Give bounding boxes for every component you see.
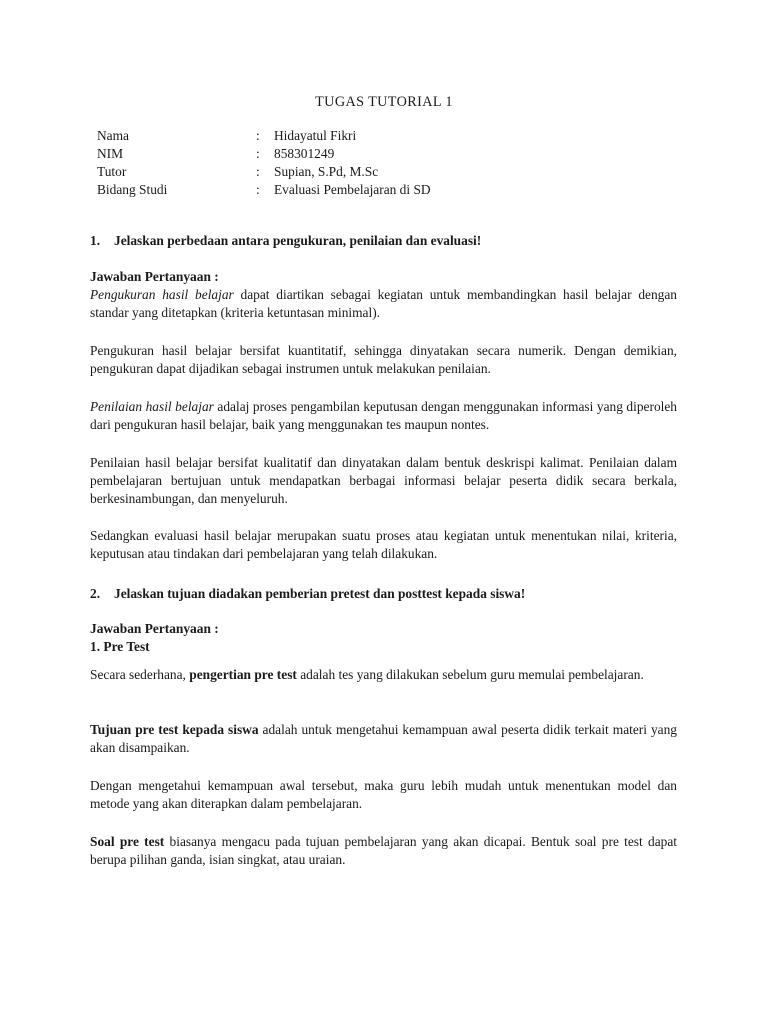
paragraph-text: adalah tes yang dilakukan sebelum guru memulai pembelajaran. [296, 667, 644, 682]
paragraph-text: adalaj proses pengambilan keputusan dengan menggunakan informasi yang diperoleh dari pengukuran hasil belajar, baik yang menggunakan tes maupun nontes. [90, 399, 678, 432]
student-info [97, 127, 657, 199]
paragraph-text: dapat diartikan sebagai kegiatan untuk membandingkan hasil belajar dengan standar yang ditetapkan (kriteria ketuntasan minimal). [90, 287, 677, 320]
info-row-bidang-studi [97, 181, 657, 199]
answer-label-1: Jawaban Pertanyaan : [90, 269, 219, 284]
info-colon: : [256, 182, 260, 197]
paragraph-pengertian-pre-test [90, 666, 677, 684]
question-text: Jelaskan perbedaan antara pengukuran, penilaian dan evaluasi! [114, 233, 482, 248]
paragraph-evaluasi: Sedangkan evaluasi hasil belajar merupakan suatu proses atau kegiatan untuk menentukan nilai, kriteria, keputusan atau tindakan dari pembelajaran yang telah dilakukan. [90, 528, 677, 561]
paragraph-tujuan-pre-test [90, 721, 677, 757]
term-tujuan-pre-test: Tujuan pre test kepada siswa [90, 722, 259, 737]
paragraph-text: Secara sederhana, [90, 667, 190, 682]
question-number: 1. [90, 233, 101, 248]
paragraph-pengukuran [90, 286, 677, 322]
term-soal-pre-test: Soal pre test [90, 834, 165, 849]
paragraph-penilaian [90, 398, 677, 434]
info-colon: : [256, 146, 260, 161]
info-label: Nama [97, 128, 129, 143]
info-row-nim [97, 145, 657, 163]
info-label: Bidang Studi [97, 182, 168, 197]
info-row-nama [97, 127, 657, 145]
question-number: 2. [90, 586, 101, 601]
question-text: Jelaskan tujuan diadakan pemberian pretest dan posttest kepada siswa! [114, 586, 526, 601]
paragraph-text: biasanya mengacu pada tujuan pembelajaran yang akan dicapai. Bentuk soal pre test dapat berupa pilihan ganda, isian singkat, atau uraian. [90, 834, 678, 867]
info-row-tutor [97, 163, 657, 181]
question-2 [90, 585, 677, 603]
paragraph-pengukuran-kuantitatif: Pengukuran hasil belajar bersifat kuantitatif, sehingga dinyatakan secara numerik. Dengan demikian, pengukuran dapat dijadikan sebagai instrumen untuk melakukan penilaian. [90, 343, 677, 376]
info-colon: : [256, 128, 260, 143]
info-colon: : [256, 164, 260, 179]
info-value: Evaluasi Pembelajaran di SD [274, 182, 431, 197]
term-pengertian-pre-test: pengertian pre test [189, 667, 297, 682]
answer-label-2: Jawaban Pertanyaan : [90, 621, 219, 636]
info-label: Tutor [97, 164, 127, 179]
info-value: 858301249 [274, 146, 335, 161]
paragraph-kemampuan-awal: Dengan mengetahui kemampuan awal tersebut, maka guru lebih mudah untuk menentukan model dan metode yang akan diterapkan dalam pembelajaran. [90, 778, 677, 811]
paragraph-soal-pre-test [90, 833, 677, 869]
info-label: NIM [97, 146, 124, 161]
info-value: Hidayatul Fikri [274, 128, 357, 143]
pre-test-heading: 1. Pre Test [90, 639, 150, 654]
paragraph-penilaian-kualitatif: Penilaian hasil belajar bersifat kualitatif dan dinyatakan dalam bentuk deskrispi kalimat. Penilaian dalam pembelajaran bertujuan untuk mendapatkan berbagai informasi belajar peserta didik secara berkala, berkesinambungan, dan menyeluruh. [90, 455, 677, 506]
info-value: Supian, S.Pd, M.Sc [274, 164, 379, 179]
term-pengukuran: Pengukuran hasil belajar [90, 287, 234, 302]
term-penilaian: Penilaian hasil belajar [90, 399, 214, 414]
paragraph-text: adalah untuk mengetahui kemampuan awal peserta didik terkait materi yang akan disampaikan. [90, 722, 677, 755]
document-title: TUGAS TUTORIAL 1 [315, 94, 453, 110]
question-1 [90, 232, 677, 250]
